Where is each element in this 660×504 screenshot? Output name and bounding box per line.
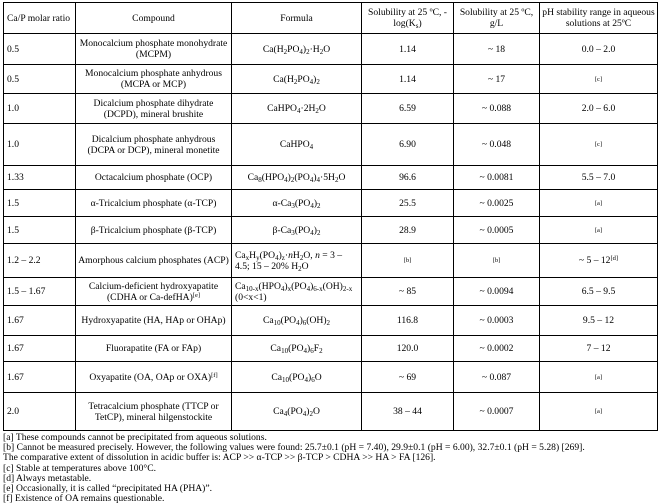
cell-logks: 6.90 <box>362 124 454 166</box>
cell-logks: 28.9 <box>362 217 454 244</box>
footnote-f: [f] Existence of OA remains questionable. <box>3 493 165 504</box>
cell-compound: α-Tricalcium phosphate (α-TCP) <box>76 190 232 217</box>
footnote-c: [c] Stable at temperatures above 100°C. <box>3 462 157 474</box>
footnote-d: [d] Always metastable. <box>3 472 92 484</box>
cell-logks: 25.5 <box>362 190 454 217</box>
cell-gl: ~ 0.088 <box>454 94 540 124</box>
cell-compound: Dicalcium phosphate dihydrate (DCPD), mineral brushite <box>76 94 232 124</box>
table-row <box>4 336 658 362</box>
cell-logks: 6.59 <box>362 94 454 124</box>
header-ratio: Ca/P molar ratio <box>4 3 76 34</box>
cell-gl: [b] <box>454 244 540 278</box>
cell-ph: [a] <box>540 190 658 217</box>
footnote-e: [e] Occasionally, it is called “precipitated HA (PHA)”. <box>3 483 213 495</box>
cell-gl: ~ 0.0002 <box>454 336 540 362</box>
table-row <box>4 166 658 190</box>
cell-compound: Calcium-deficient hydroxyapatite (CDHA or Ca-defHA)[e] <box>76 278 232 306</box>
cell-formula: $Ca_{10-x}(HPO_4)_x(PO_4)_{6-x}(OH)_{2-x}$ (0<x<1) <box>232 278 362 306</box>
document <box>3 2 657 504</box>
cell-logks: 1.14 <box>362 34 454 65</box>
table-row <box>4 34 658 65</box>
cell-ratio: 0.5 <box>4 65 76 94</box>
cell-ph: 2.0 – 6.0 <box>540 94 658 124</box>
cell-formula: $Ca_{10}(PO_4)_6O$ <box>232 362 362 393</box>
cell-ph: 9.5 – 12 <box>540 306 658 336</box>
cell-formula: CaHPO$_4$ <box>232 124 362 166</box>
cell-ratio: 1.5 <box>4 190 76 217</box>
cell-compound: Amorphous calcium phosphates (ACP) <box>76 244 232 278</box>
header-row <box>4 3 658 34</box>
table-row <box>4 278 658 306</box>
cell-logks: 120.0 <box>362 336 454 362</box>
cell-formula: $\alpha-Ca_3(PO_4)_2$ <box>232 190 362 217</box>
cell-logks: 116.8 <box>362 306 454 336</box>
cell-logks: [b] <box>362 244 454 278</box>
cell-ph: [a] <box>540 362 658 393</box>
cell-ph: [a] <box>540 393 658 431</box>
cell-logks: ~ 85 <box>362 278 454 306</box>
cell-ratio: 1.33 <box>4 166 76 190</box>
cell-formula: $Ca_4(PO_4)_2O$ <box>232 393 362 431</box>
cell-ph: 0.0 – 2.0 <box>540 34 658 65</box>
table-row <box>4 94 658 124</box>
table-row <box>4 190 658 217</box>
cell-gl: ~ 0.087 <box>454 362 540 393</box>
table-row <box>4 393 658 431</box>
footnote-a: [a] These compounds cannot be precipitated from aqueous solutions. <box>3 432 267 443</box>
cell-formula: $\beta-Ca_3(PO_4)_2$ <box>232 217 362 244</box>
cell-compound: Octacalcium phosphate (OCP) <box>76 166 232 190</box>
table-row <box>4 124 658 166</box>
cell-ph: ~ 5 – 12[d] <box>540 244 658 278</box>
cell-ratio: 1.0 <box>4 124 76 166</box>
cell-ph: 7 – 12 <box>540 336 658 362</box>
cell-ph: [c] <box>540 124 658 166</box>
footnote-b-continued: The comparative extent of dissolution in acidic buffer is: ACP >> α-TCP >> β-TCP > CDHA >> HA > FA [126]. <box>3 452 436 464</box>
cell-compound: Monocalcium phosphate anhydrous (MCPA or MCP) <box>76 65 232 94</box>
table-row <box>4 362 658 393</box>
cell-ratio: 2.0 <box>4 393 76 431</box>
cell-gl: ~ 18 <box>454 34 540 65</box>
cell-compound: Fluorapatite (FA or FAp) <box>76 336 232 362</box>
cell-gl: ~ 0.0081 <box>454 166 540 190</box>
cell-logks: 96.6 <box>362 166 454 190</box>
cell-ratio: 1.67 <box>4 362 76 393</box>
header-formula: Formula <box>232 3 362 34</box>
cell-compound: Monocalcium phosphate monohydrate (MCPM) <box>76 34 232 65</box>
cell-ratio: 1.67 <box>4 336 76 362</box>
header-solubility-logks: Solubility at 25 ºC, $-\log(K_s)$ <box>362 3 454 34</box>
calcium-phosphate-table <box>3 2 658 431</box>
cell-gl: ~ 0.0007 <box>454 393 540 431</box>
cell-formula: $Ca_xH_y(PO_4)_z\cdot nH_2O$, n = 3 – 4.5; 15 – 20% $H_2O$ <box>232 244 362 278</box>
cell-logks: 38 – 44 <box>362 393 454 431</box>
cell-gl: ~ 0.0094 <box>454 278 540 306</box>
cell-ph: [a] <box>540 217 658 244</box>
cell-gl: ~ 0.0003 <box>454 306 540 336</box>
header-compound: Compound <box>76 3 232 34</box>
footnote-b: [b] Cannot be measured precisely. However, the following values were found: 25.7±0.1 (pH = 7.40), 29.9±0.1 (pH = 6.00), 32.7±0.1 (pH = 5.28) [269]. <box>3 442 585 454</box>
table-row <box>4 217 658 244</box>
cell-ratio: 1.5 <box>4 217 76 244</box>
cell-ph: 6.5 – 9.5 <box>540 278 658 306</box>
cell-formula: $Ca_8(HPO_4)_2(PO_4)_4\cdot 5H_2O$ <box>232 166 362 190</box>
cell-compound: Hydroxyapatite (HA, HAp or OHAp) <box>76 306 232 336</box>
cell-ratio: 1.67 <box>4 306 76 336</box>
cell-logks: 1.14 <box>362 65 454 94</box>
cell-gl: ~ 17 <box>454 65 540 94</box>
table-row <box>4 244 658 278</box>
cell-compound: Oxyapatite (OA, OAp or OXA)[f] <box>76 362 232 393</box>
cell-logks: ~ 69 <box>362 362 454 393</box>
header-solubility-gl: Solubility at 25 ºC, g/L <box>454 3 540 34</box>
cell-formula: $Ca(H_2PO_4)_2$ <box>232 65 362 94</box>
cell-ratio: 1.5 – 1.67 <box>4 278 76 306</box>
cell-compound: β-Tricalcium phosphate (β-TCP) <box>76 217 232 244</box>
table-row <box>4 65 658 94</box>
cell-formula: $Ca(H_2PO_4)_2\cdot H_2O$ <box>232 34 362 65</box>
cell-compound: Tetracalcium phosphate (TTCP or TetCP), mineral hilgenstockite <box>76 393 232 431</box>
cell-gl: ~ 0.0025 <box>454 190 540 217</box>
cell-ph: [c] <box>540 65 658 94</box>
cell-ratio: 0.5 <box>4 34 76 65</box>
cell-formula: $CaHPO_4\cdot 2H_2O$ <box>232 94 362 124</box>
table-row <box>4 306 658 336</box>
cell-formula: $Ca_{10}(PO_4)_6F_2$ <box>232 336 362 362</box>
cell-gl: ~ 0.048 <box>454 124 540 166</box>
cell-gl: ~ 0.0005 <box>454 217 540 244</box>
cell-ph: 5.5 – 7.0 <box>540 166 658 190</box>
header-ph: pH stability range in aqueous solutions at 25ºC <box>540 3 658 34</box>
cell-ratio: 1.2 – 2.2 <box>4 244 76 278</box>
footnotes <box>3 433 657 504</box>
cell-ratio: 1.0 <box>4 94 76 124</box>
cell-formula: $Ca_{10}(PO_4)_6(OH)_2$ <box>232 306 362 336</box>
cell-compound: Dicalcium phosphate anhydrous (DCPA or DCP), mineral monetite <box>76 124 232 166</box>
